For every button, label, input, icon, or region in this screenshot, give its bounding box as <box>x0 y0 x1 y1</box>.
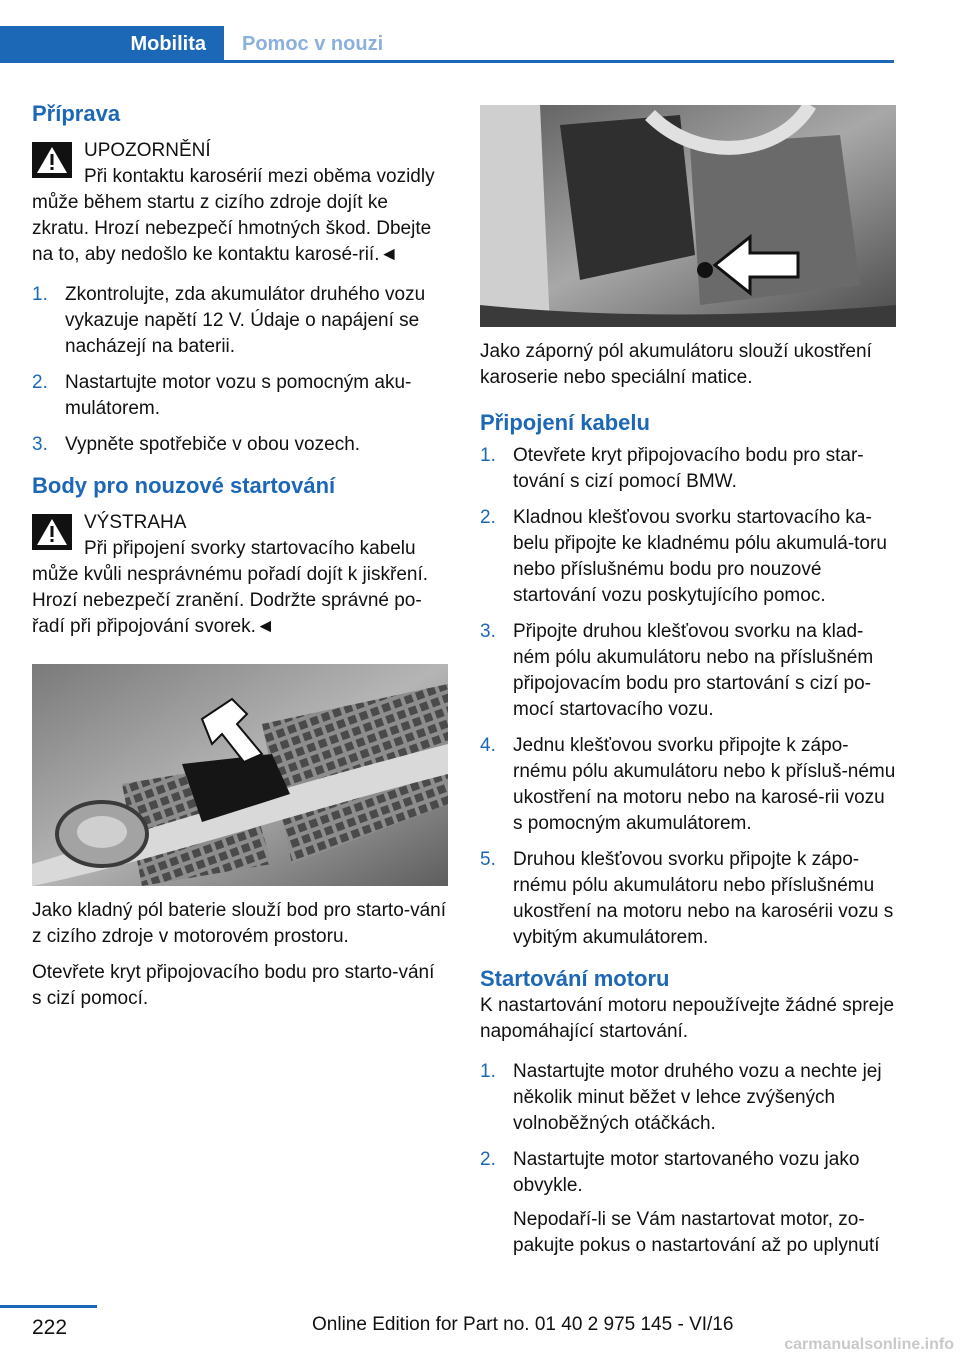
tab-mobilita[interactable]: Mobilita <box>0 26 224 62</box>
warning-text: může kvůli nesprávnému pořadí dojít k jiskření. Hrozí nebezpečí zranění. Dodržte správné po-řadí při připojování svorek.◄ <box>32 564 429 637</box>
list-item: 2. Nastartujte motor vozu s pomocným aku-mulátorem. <box>32 372 412 419</box>
intro-text-startovani: K nastartování motoru nepoužívejte žádné spreje napomáhající startování. <box>480 995 895 1042</box>
list-item: 5. Druhou klešťovou svorku připojte k zápo-rnému pólu akumulátoru nebo příslušnému ukostření na motoru nebo na karosérii vozu s vybitým akumulátorem. <box>480 849 894 948</box>
tab-pomoc-v-nouzi[interactable]: Pomoc v nouzi <box>224 26 894 62</box>
list-item: 4. Jednu klešťovou svorku připojte k zápo-rnému pólu akumulátoru nebo k přísluš-nému ukostření na motoru nebo na karosé-rii vozu s pomocným akumulátorem. <box>480 735 896 834</box>
warning-triangle-icon <box>32 142 72 178</box>
list-item-note: Nepodaří-li se Vám nastartovat motor, zo-pakujte pokus o nastartování až po uplynutí <box>513 1209 880 1256</box>
list-item: 3. Vypněte spotřebiče v obou vozech. <box>32 434 361 455</box>
header-divider <box>0 60 894 63</box>
warning-text-first: Při kontaktu karosérií mezi oběma vozidly <box>84 166 435 187</box>
warning-triangle-icon <box>32 514 72 550</box>
section-title-startovani-motoru: Startování motoru <box>480 966 670 991</box>
section-title-pripojeni-kabelu: Připojení kabelu <box>480 410 650 435</box>
page-number: 222 <box>32 1316 68 1339</box>
watermark: carmanualsonline.info <box>784 1336 954 1353</box>
photo-negative-terminal <box>480 105 896 327</box>
list-item: 2. Nastartujte motor startovaného vozu jako obvykle. Nepodaří-li se Vám nastartovat motor, zo-pakujte pokus o nastartování až po uplynutí <box>480 1147 896 1259</box>
warning-block-vystraha <box>32 510 448 640</box>
list-item: 3. Připojte druhou klešťovou svorku na klad-ném pólu akumulátoru nebo na příslušném připojovacím bodu pro startování s cizí po-mocí startovacího vozu. <box>480 621 874 720</box>
left-column <box>32 100 448 1012</box>
photo-caption-negative: Jako záporný pól akumulátoru slouží ukostření karoserie nebo speciální matice. <box>480 341 872 388</box>
warning-block-upozorneni <box>32 138 448 268</box>
photo-positive-terminal <box>32 664 448 886</box>
list-item: 1. Zkontrolujte, zda akumulátor druhého vozu vykazuje napětí 12 V. Údaje o napájení se nacházejí na baterii. <box>32 284 426 357</box>
instruction-open-cover: Otevřete kryt připojovacího bodu pro starto-vání s cizí pomocí. <box>32 962 435 1009</box>
right-column <box>480 105 896 1269</box>
steps-list-priprava <box>32 282 448 458</box>
engine-bay-photo-left <box>32 664 448 886</box>
list-item: 2. Kladnou klešťovou svorku startovacího ka-belu připojte ke kladnému pólu akumulá-toru nebo příslušnému bodu pro nouzové startování vozu poskytujícího pomoc. <box>480 507 887 606</box>
edition-text: Online Edition for Part no. 01 40 2 975 145 - VI/16 <box>312 1314 734 1335</box>
engine-bay-photo-right <box>480 105 896 327</box>
footer-divider <box>0 1305 97 1308</box>
photo-caption-positive: Jako kladný pól baterie slouží bod pro starto-vání z cizího zdroje v motorovém prostoru. <box>32 900 447 947</box>
warning-label: UPOZORNĚNÍ <box>84 140 211 161</box>
page-header <box>0 0 960 64</box>
list-item: 1. Nastartujte motor druhého vozu a nechte jej několik minut běžet v lehce zvýšených volnoběžných otáčkách. <box>480 1061 882 1134</box>
warning-text-first: Při připojení svorky startovacího kabelu <box>84 538 416 559</box>
warning-text: může během startu z cizího zdroje dojít ke zkratu. Hrozí nebezpečí hmotných škod. Dbejte na to, aby nedošlo ke kontaktu karosé-rií.◄ <box>32 192 432 265</box>
steps-list-pripojeni <box>480 443 896 951</box>
steps-list-startovani <box>480 1059 896 1259</box>
section-title-priprava: Příprava <box>32 101 121 126</box>
section-title-body-pro-nouzove-startovani: Body pro nouzové startování <box>32 473 336 498</box>
warning-label: VÝSTRAHA <box>84 512 187 533</box>
list-item: 1. Otevřete kryt připojovacího bodu pro star-tování s cizí pomocí BMW. <box>480 445 864 492</box>
